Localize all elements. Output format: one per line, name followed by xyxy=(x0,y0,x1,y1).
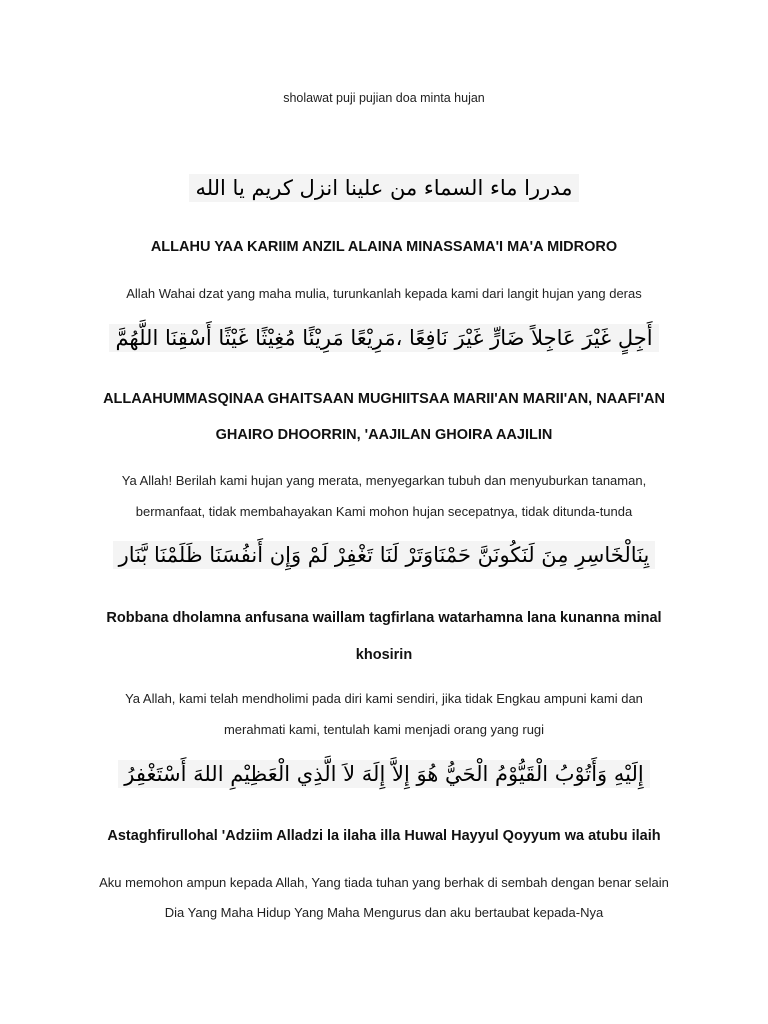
document-title: sholawat puji pujian doa minta hujan xyxy=(283,91,485,105)
arabic-verse-4 xyxy=(0,762,768,786)
latin-transliteration-2-line-2: GHAIRO DHOORRIN, 'AAJILAN GHOIRA AAJILIN xyxy=(215,427,553,443)
arabic-verse-2-text: أَجِلٍ غَيْرَ عَاجِلاً ضَارٍّ غَيْرَ نَافِعًا ،مَرِيْعًا مَرِيْئًا مُغِيْثًا غَيْثًا أَسْقِنَا اللَّهُمَّ xyxy=(109,324,658,352)
arabic-verse-1 xyxy=(0,176,768,200)
arabic-verse-1-text: مدررا ماء السماء من علينا انزل كريم يا الله xyxy=(189,174,578,202)
arabic-verse-3 xyxy=(0,543,768,567)
latin-transliteration-2-line-1: ALLAAHUMMASQINAA GHAITSAAN MUGHIITSAA MARII'AN MARII'AN, NAAFI'AN xyxy=(103,391,665,407)
latin-transliteration-4: Astaghfirullohal 'Adziim Alladzi la ilaha illa Huwal Hayyul Qoyyum wa atubu ilaih xyxy=(107,828,661,844)
arabic-verse-3-text: يِنَالْخَاسِرِ مِنَ لَنَكُونَنَّ حَمْنَاوَتَرْ لَنَا تَغْفِرْ لَمْ وَإِن أَنفُسَنَا ظَلَمْنَا بَّنَار xyxy=(113,541,656,569)
translation-3-line-1: Ya Allah, kami telah mendholimi pada diri kami sendiri, jika tidak Engkau ampuni kami dan xyxy=(125,691,643,706)
arabic-verse-2 xyxy=(0,326,768,350)
translation-2-line-2: bermanfaat, tidak membahayakan Kami mohon hujan secepatnya, tidak ditunda-tunda xyxy=(135,504,633,519)
latin-transliteration-3-line-2: khosirin xyxy=(355,647,413,663)
latin-transliteration-3-line-1: Robbana dholamna anfusana waillam tagfirlana watarhamna lana kunanna minal xyxy=(106,610,662,626)
translation-4-line-2: Dia Yang Maha Hidup Yang Maha Mengurus dan aku bertaubat kepada-Nya xyxy=(164,905,604,920)
translation-3-line-2: merahmati kami, tentulah kami menjadi orang yang rugi xyxy=(223,722,545,737)
translation-2-line-1: Ya Allah! Berilah kami hujan yang merata, menyegarkan tubuh dan menyuburkan tanaman, xyxy=(121,473,647,488)
latin-transliteration-1: ALLAHU YAA KARIIM ANZIL ALAINA MINASSAMA'I MA'A MIDRORO xyxy=(150,239,618,255)
translation-1: Allah Wahai dzat yang maha mulia, turunkanlah kepada kami dari langit hujan yang deras xyxy=(126,286,642,301)
translation-4-line-1: Aku memohon ampun kepada Allah, Yang tiada tuhan yang berhak di sembah dengan benar selain xyxy=(99,875,669,890)
arabic-verse-4-text: إِلَيْهِ وَأَتُوْبُ الْقَيُّوْمُ الْحَيُّ هُوَ إِلاَّ إِلَهَ لاَ الَّذِي الْعَظِيْمِ اللهَ أَسْتَغْفِرُ xyxy=(118,760,649,788)
